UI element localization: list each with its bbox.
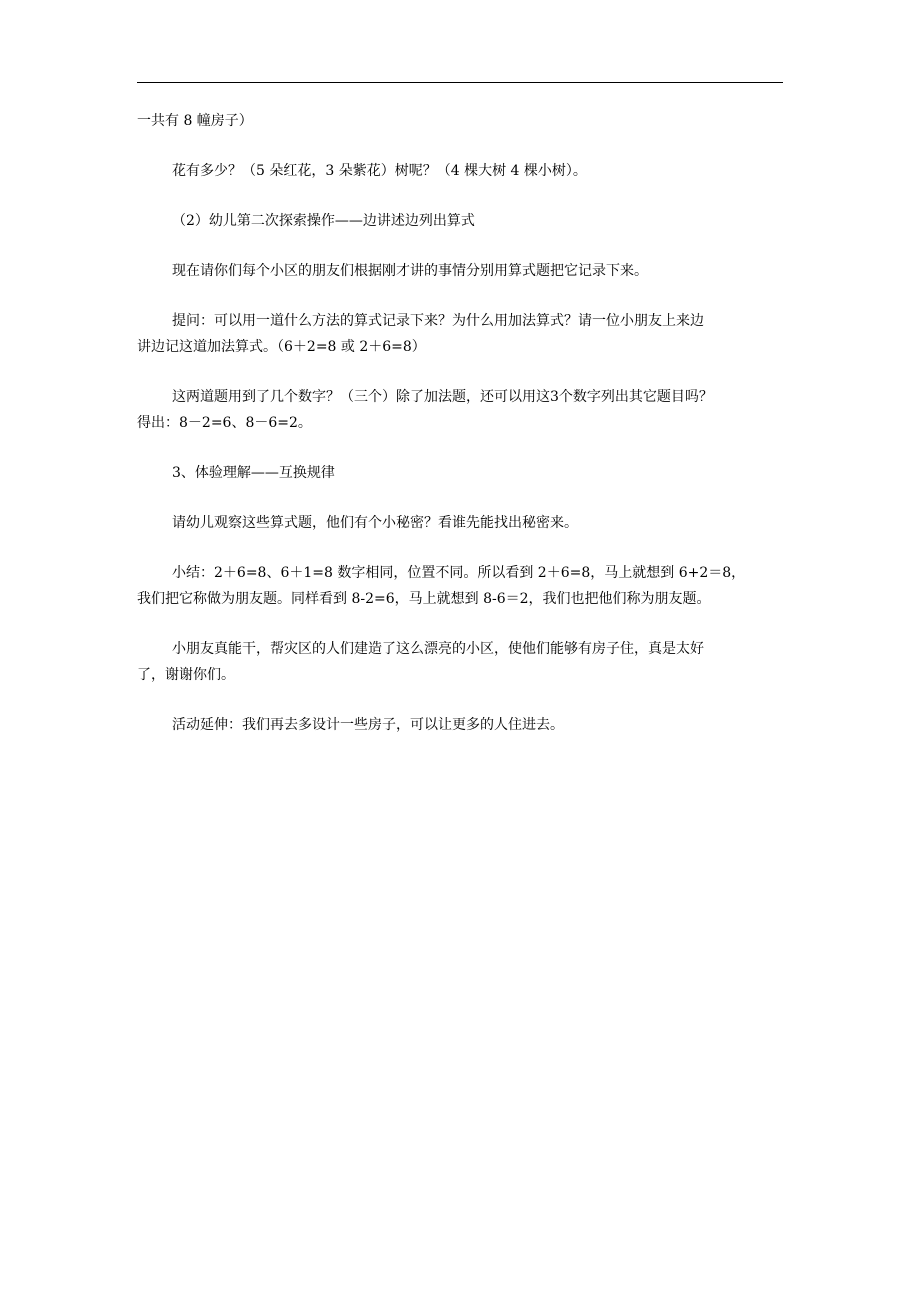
paragraph-summary-line-2: 我们把它称做为朋友题。同样看到 8-2=6，马上就想到 8-6＝2，我们也把他们称为朋友题。 <box>137 591 711 607</box>
paragraph-summary-line-1: 小结：2＋6=8、6＋1=8 数字相同，位置不同。所以看到 2＋6=8，马上就想到 6+2＝8， <box>172 565 746 581</box>
paragraph-houses-count: 一共有 8 幢房子） <box>137 113 253 129</box>
paragraph-numbers-line-2: 得出：8－2=6、8－6=2。 <box>137 415 312 431</box>
paragraph-record-instruction: 现在请你们每个小区的朋友们根据刚才讲的事情分别用算式题把它记录下来。 <box>172 263 648 279</box>
section-heading-second-exploration: （2）幼儿第二次探索操作——边讲述边列出算式 <box>172 213 475 229</box>
paragraph-praise-line-1: 小朋友真能干，帮灾区的人们建造了这么漂亮的小区，使他们能够有房子住，真是太好 <box>172 641 704 657</box>
paragraph-activity-extension: 活动延伸：我们再去多设计一些房子，可以让更多的人住进去。 <box>172 717 564 733</box>
paragraph-question-line-1: 提问：可以用一道什么方法的算式记录下来？为什么用加法算式？请一位小朋友上来边 <box>172 313 704 329</box>
paragraph-praise-line-2: 了，谢谢你们。 <box>137 667 235 683</box>
header-rule <box>137 82 783 83</box>
section-heading-exchange-rule: 3、体验理解——互换规律 <box>172 465 335 481</box>
paragraph-question-line-2: 讲边记这道加法算式。（6＋2=8 或 2＋6=8） <box>137 339 426 355</box>
paragraph-numbers-line-1: 这两道题用到了几个数字？（三个）除了加法题，还可以用这3个数字列出其它题目吗？ <box>172 389 713 405</box>
paragraph-observe-secret: 请幼儿观察这些算式题，他们有个小秘密？看谁先能找出秘密来。 <box>172 515 578 531</box>
paragraph-flowers-trees: 花有多少？（5 朵红花，3 朵紫花）树呢？（4 棵大树 4 棵小树）。 <box>172 163 587 179</box>
